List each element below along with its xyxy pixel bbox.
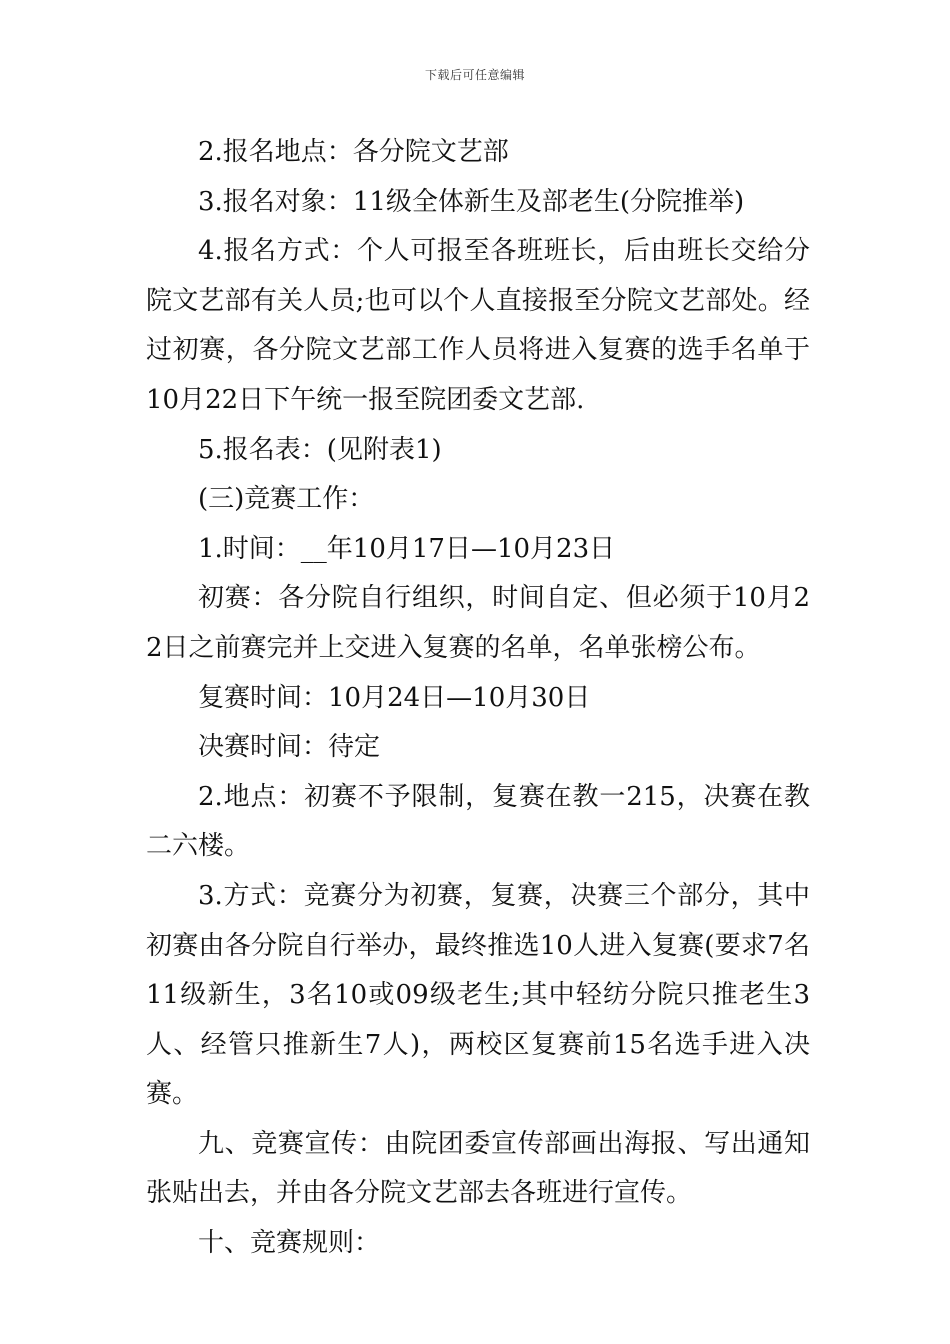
paragraph-competition-work-heading: (三)竞赛工作： — [198, 484, 375, 515]
paragraph-time: 1.时间：__年10月17日—10月23日 — [198, 533, 616, 564]
document-body — [146, 128, 810, 1269]
paragraph-registration-form: 5.报名表：(见附表1) — [198, 434, 442, 465]
paragraph-preliminary: 初赛：各分院自行组织，时间自定、但必须于10月22日之前赛完并上交进入复赛的名单，名单张榜公布。 — [146, 583, 810, 663]
paragraph-publicity: 九、竞赛宣传：由院团委宣传部画出海报、写出通知张贴出去，并由各分院文艺部去各班进行宣传。 — [146, 1128, 810, 1209]
paragraph-rules-heading: 十、竞赛规则： — [198, 1228, 381, 1259]
paragraph-semifinal-time: 复赛时间：10月24日—10月30日 — [198, 682, 591, 713]
paragraph-registration-target: 3.报名对象：11级全体新生及部老生(分院推举) — [198, 186, 745, 217]
paragraph-registration-location: 2.报名地点：各分院文艺部 — [198, 137, 509, 167]
paragraph-final-time: 决赛时间：待定 — [198, 732, 381, 763]
paragraph-method: 3.方式：竞赛分为初赛，复赛，决赛三个部分，其中初赛由各分院自行举办，最终推选10人进入复赛(要求7名11级新生，3名10或09级老生;其中轻纺分院只推老生3人、经管只推新生7人)，两校区复赛前15名选手进入决赛。 — [146, 880, 810, 1110]
paragraph-location: 2.地点：初赛不予限制，复赛在教一215，决赛在教二六楼。 — [146, 781, 810, 862]
header-note: 下载后可任意编辑 — [424, 68, 525, 82]
paragraph-registration-method: 4.报名方式：个人可报至各班班长，后由班长交给分院文艺部有关人员;也可以个人直接报至分院文艺部处。经过初赛，各分院文艺部工作人员将进入复赛的选手名单于10月22日下午统一报至院团委文艺部. — [146, 236, 810, 415]
